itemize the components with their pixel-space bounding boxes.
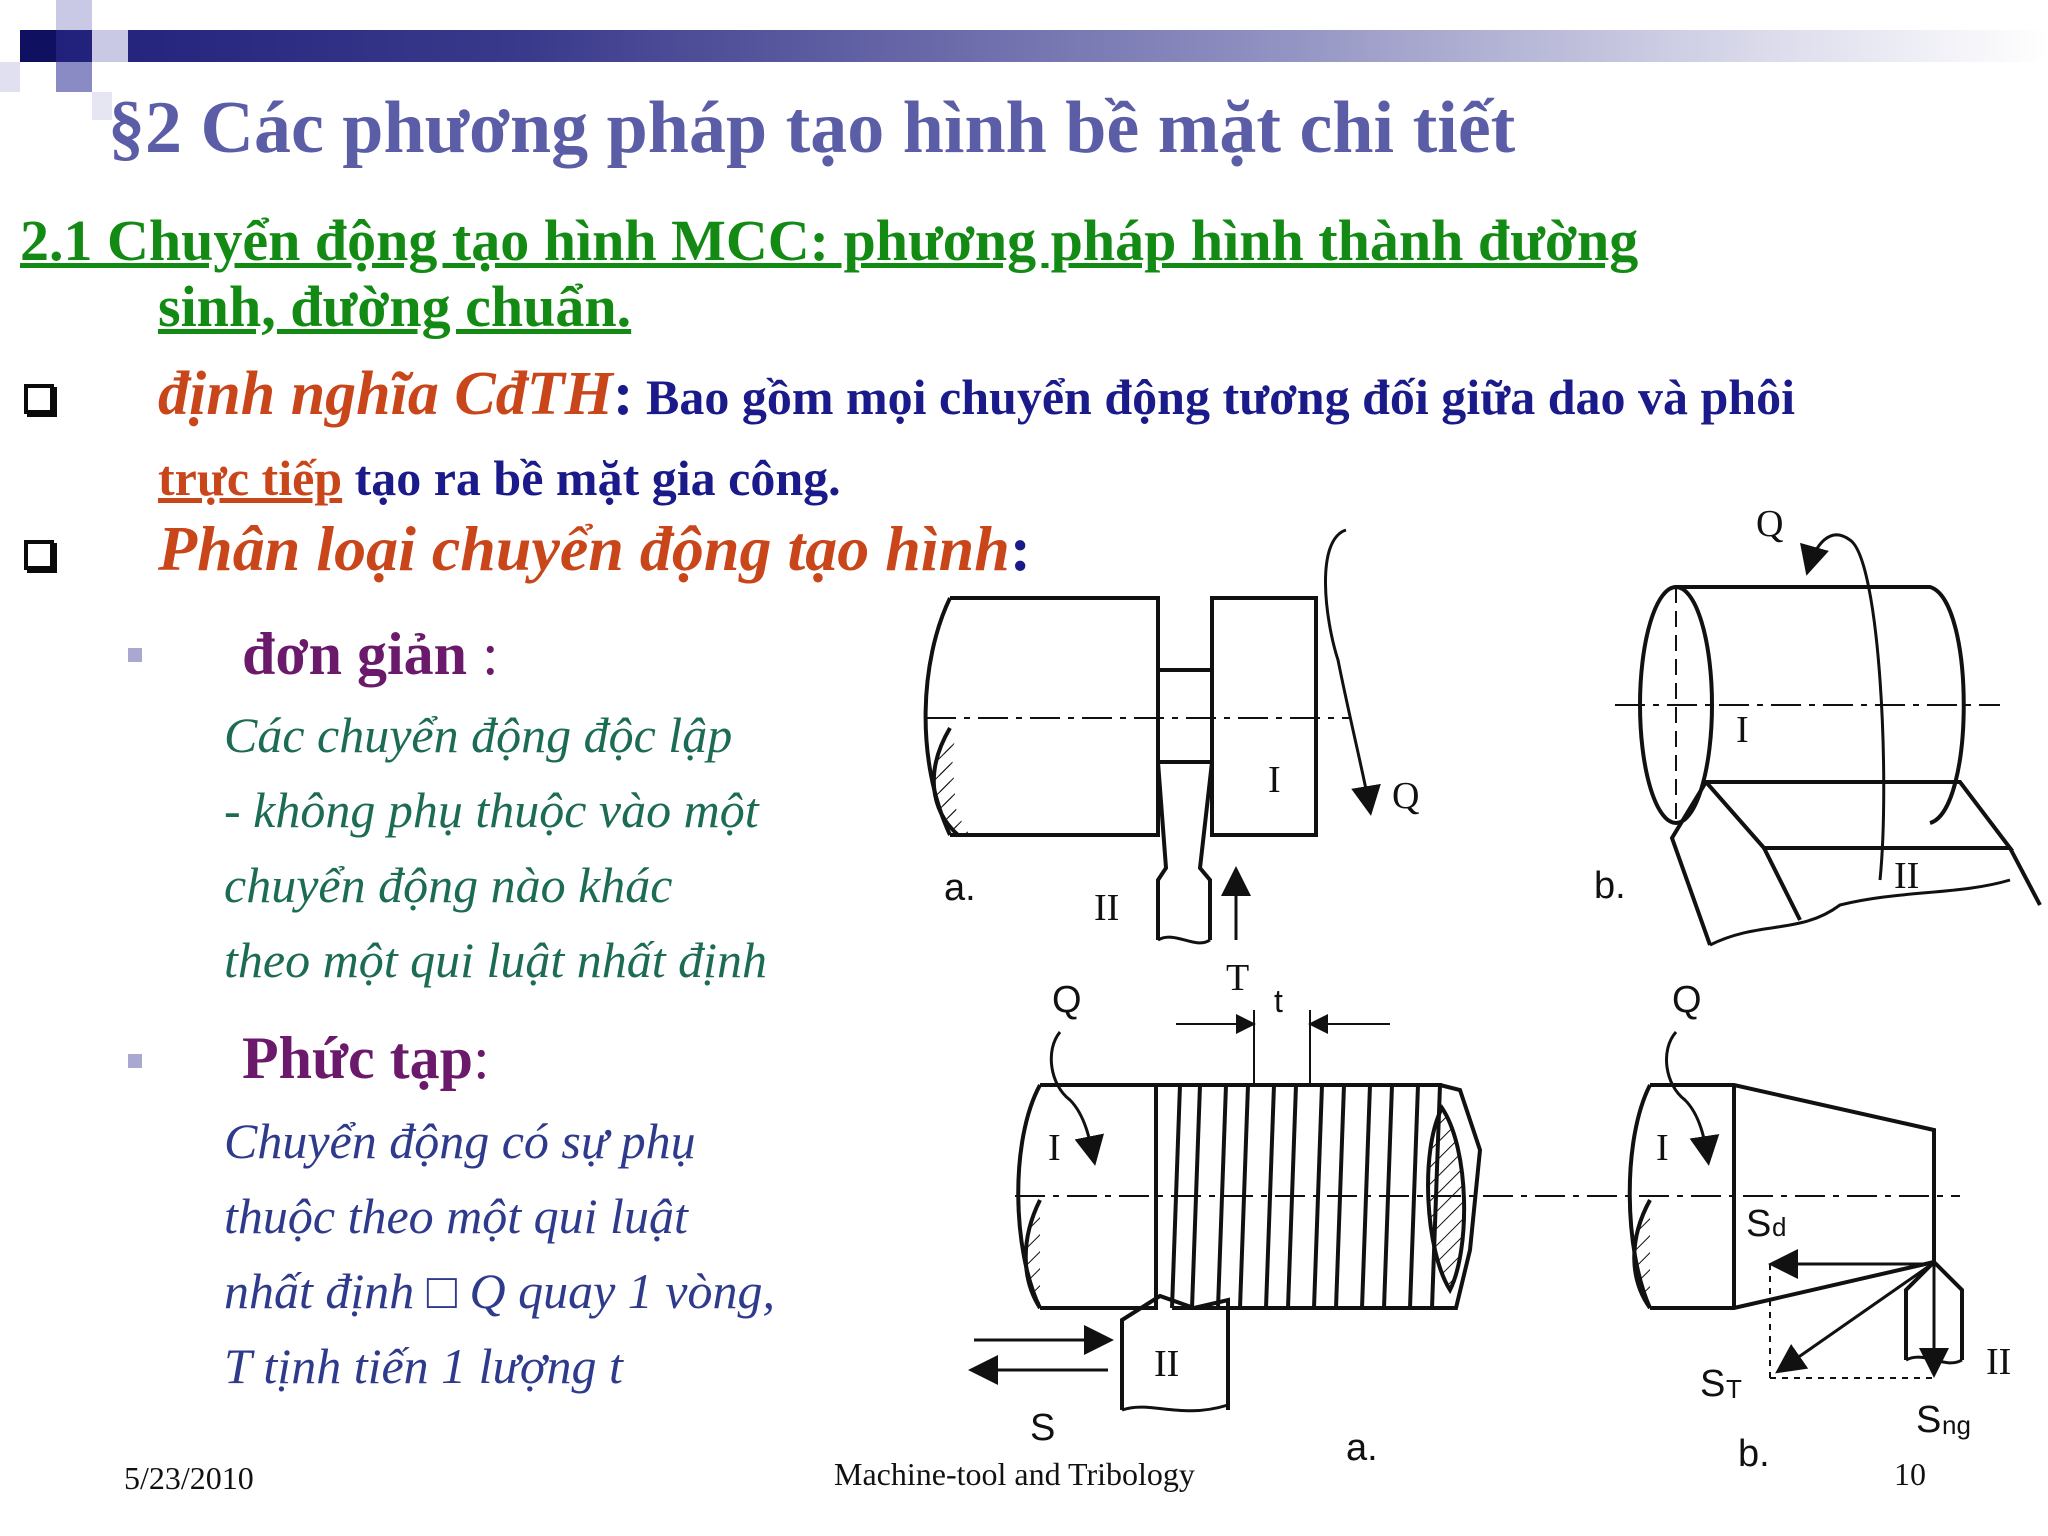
section-heading-line2: sinh, đường chuẩn. xyxy=(158,274,632,339)
figure-bottom-b-Sd: S xyxy=(1746,1203,1772,1245)
figure-bottom-a-t: t xyxy=(1274,983,1283,1019)
figure-bottom-a-II: II xyxy=(1154,1343,1180,1385)
figure-bottom-b-Sd-sub: d xyxy=(1772,1212,1787,1242)
figure-top-b-label: b. xyxy=(1594,865,1626,907)
simple-line: Các chuyển động độc lập xyxy=(224,707,733,763)
figure-top-a-II: II xyxy=(1094,887,1120,929)
simple-title-text: đơn giản xyxy=(242,621,467,687)
definition-colon: : xyxy=(612,360,634,428)
complex-line: thuộc theo một qui luật xyxy=(224,1188,688,1244)
definition-underlined: trực tiếp xyxy=(158,450,343,506)
figure-top-b-Q: Q xyxy=(1756,503,1784,545)
simple-line: - không phụ thuộc vào một xyxy=(224,782,759,838)
simple-line: theo một qui luật nhất định xyxy=(224,932,768,988)
slide-title: §2 Các phương pháp tạo hình bề mặt chi tiết xyxy=(108,87,1516,169)
figure-bottom-b-Q: Q xyxy=(1672,979,1702,1021)
figure-bottom-b-II: II xyxy=(1986,1341,2012,1383)
simple-colon: : xyxy=(467,621,499,687)
figure-top-a-label: a. xyxy=(944,867,976,909)
figure-top-b xyxy=(1615,535,2040,945)
complex-colon: : xyxy=(473,1025,490,1091)
figure-top-a xyxy=(926,530,1370,943)
complex-title-text: Phức tạp xyxy=(242,1025,474,1091)
simple-line: chuyển động nào khác xyxy=(224,857,673,913)
figure-top-a-I: I xyxy=(1268,759,1281,801)
figure-top-b-I: I xyxy=(1736,709,1749,751)
footer-course: Machine-tool and Tribology xyxy=(834,1456,1195,1492)
section-heading-line1: 2.1 Chuyển động tạo hình MCC: phương pháp hình thành đường xyxy=(20,208,1639,273)
footer-page-number: 10 xyxy=(1894,1456,1926,1492)
classification-heading-text: Phân loại chuyển động tạo hình xyxy=(158,513,1010,584)
figure-top-b-II: II xyxy=(1894,855,1920,897)
figure-bottom-a-Q: Q xyxy=(1052,979,1082,1021)
definition-term: định nghĩa CđTH xyxy=(158,360,613,428)
figure-bottom-b-Sng-sub: ng xyxy=(1942,1410,1971,1440)
figure-bottom-a-I: I xyxy=(1048,1127,1061,1169)
figure-bottom-b-Sng: S xyxy=(1916,1399,1942,1441)
figure-bottom-b-label: b. xyxy=(1738,1433,1770,1475)
figure-bottom-a-label: a. xyxy=(1346,1427,1378,1469)
complex-line: T tịnh tiến 1 lượng t xyxy=(224,1338,623,1394)
figure-bottom-b-I: I xyxy=(1656,1127,1669,1169)
complex-line: nhất định □ Q quay 1 vòng, xyxy=(224,1263,775,1319)
figure-bottom-a-S: S xyxy=(1030,1407,1056,1449)
figure-bottom-b-ST: S xyxy=(1700,1363,1726,1405)
classification-colon: : xyxy=(1009,513,1032,584)
definition-text-2: tạo ra bề mặt gia công. xyxy=(342,450,841,506)
complex-line: Chuyển động có sự phụ xyxy=(224,1113,696,1169)
definition-text-1: Bao gồm mọi chuyển động tương đối giữa dao và phôi xyxy=(633,369,1796,425)
figure-top-a-T: T xyxy=(1226,957,1250,999)
footer-date: 5/23/2010 xyxy=(124,1460,254,1496)
figure-top-a-Q: Q xyxy=(1392,775,1420,817)
figure-bottom-a xyxy=(974,1010,1960,1411)
figure-bottom-b-ST-sub: T xyxy=(1726,1374,1742,1404)
figure-bottom-b xyxy=(1630,1032,1962,1378)
